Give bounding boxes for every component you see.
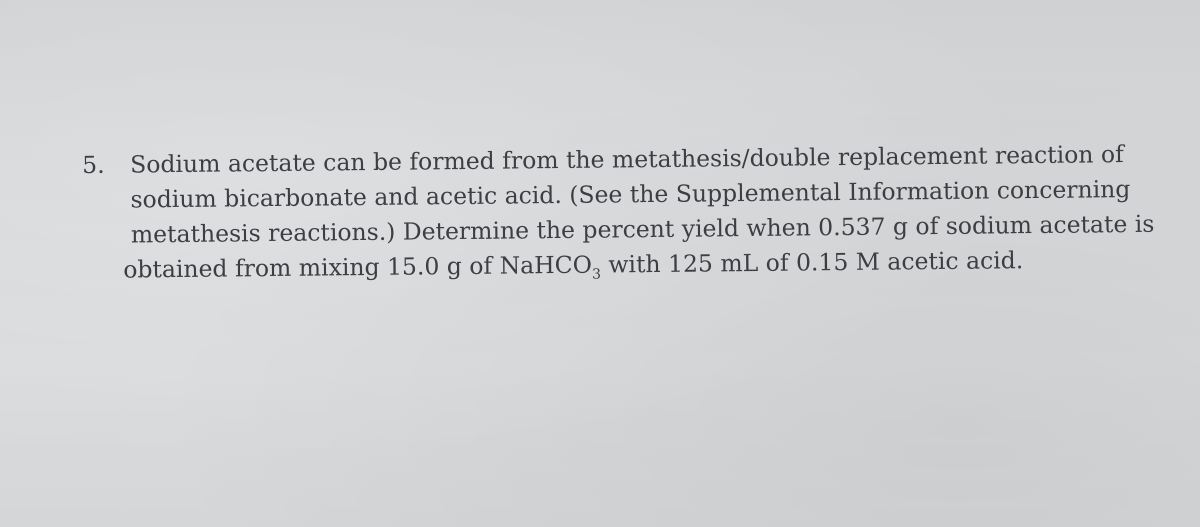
question-line-2: sodium bicarbonate and acetic acid. (See the Supplemental Information concerning [130,175,1131,214]
question-number: 5. [82,150,105,179]
question-line-1: Sodium acetate can be formed from the metathesis/double replacement reaction of [130,140,1124,179]
question-line-4-end: with 125 mL of 0.15 M acetic acid. [600,246,1024,279]
question-text [123,137,1155,288]
question-line-3: metathesis reactions.) Determine the percent yield when 0.537 g of sodium acetate is [130,209,1155,249]
question-line-4-start: obtained from mixing 15.0 g of NaHCO [123,250,593,284]
formula-subscript: 3 [591,266,602,283]
question-5 [82,137,1155,288]
